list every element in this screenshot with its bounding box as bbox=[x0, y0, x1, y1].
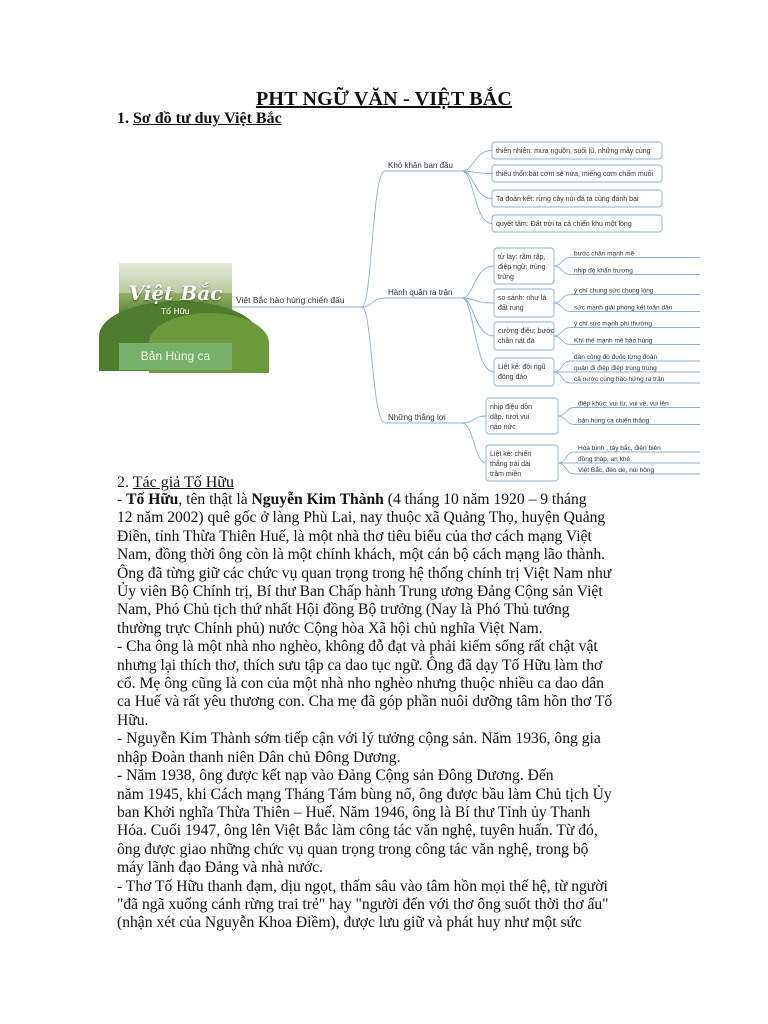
body-line bbox=[117, 914, 657, 932]
body-line bbox=[117, 509, 657, 527]
body-line bbox=[117, 804, 657, 822]
mindmap-connector bbox=[462, 151, 492, 172]
mindmap-node-box bbox=[494, 322, 554, 350]
mindmap-connector bbox=[554, 372, 570, 383]
mindmap-note: ý chí chung sức chung lòng bbox=[574, 287, 654, 295]
mindmap-root: Việt Bắc hào hùng chiến đấu bbox=[236, 295, 345, 305]
mindmap-connector bbox=[462, 171, 492, 224]
body-line bbox=[117, 841, 657, 859]
mindmap-note: Hòa bình , tây bắc, điện biên bbox=[578, 445, 661, 452]
mindmap-node-label: náo nức bbox=[490, 424, 516, 431]
mindmap-node-label: dập, tươi vui bbox=[490, 414, 530, 421]
mindmap-node-label: trùng bbox=[498, 274, 514, 281]
mindmap-branch-label: Khó khăn ban đầu bbox=[388, 161, 453, 170]
mindmap-connector bbox=[462, 171, 492, 199]
section-2-number: 2. bbox=[117, 474, 129, 491]
text-run: năm 1945, khi Cách mạng Tháng Tám bùng nổ, ông được bầu làm Chủ tịch Ủy bbox=[117, 785, 612, 803]
text-run: Ủy viên Bộ Chính trị, Bí thư Ban Chấp hành Trung ương Đảng Cộng sản Việt bbox=[117, 583, 603, 601]
mindmap-node-label: điệp ngữ: trùng bbox=[498, 264, 546, 271]
text-run: - Năm 1938, ông được kết nạp vào Đảng Cộng sản Đông Dương. Đến bbox=[117, 767, 554, 785]
body-line bbox=[117, 859, 657, 877]
mindmap-connector bbox=[554, 361, 570, 372]
mindmap-connector bbox=[462, 416, 486, 423]
mindmap-connector bbox=[558, 416, 574, 425]
text-run: máy lãnh đạo Đảng và nhà nước. bbox=[117, 859, 323, 877]
mindmap-note: ý chí sức mạnh phi thường bbox=[574, 320, 652, 328]
mindmap-note: Việt Bắc, đèo de, núi hồng bbox=[578, 467, 655, 474]
cover-subtitle: Tố Hữu bbox=[161, 307, 190, 316]
body-line bbox=[117, 693, 657, 711]
mindmap-node-label: thắng trải dài bbox=[490, 461, 531, 468]
section-2-label: Tác giả Tố Hữu bbox=[132, 474, 234, 491]
mindmap-node-label: chân nát đá bbox=[498, 338, 535, 345]
mindmap-connector bbox=[554, 336, 570, 345]
body-line bbox=[117, 491, 657, 509]
text-run: , tên thật là bbox=[178, 491, 252, 508]
mindmap-node-label: đông đảo bbox=[498, 374, 528, 381]
text-run: ca Huế và rất yêu thương con. Cha mẹ đã góp phần nuôi dưỡng tâm hồn thơ Tố bbox=[117, 693, 613, 711]
text-run: - Nguyễn Kim Thành sớm tiếp cận với lý tưởng cộng sản. Năm 1936, ông gia bbox=[117, 730, 601, 748]
body-line bbox=[117, 601, 657, 619]
body-line bbox=[117, 878, 657, 896]
section-1-label: Sơ đồ tư duy Việt Bắc bbox=[133, 110, 282, 127]
mindmap-node-label: từ láy: rầm rập, bbox=[498, 254, 546, 261]
cover-title: Việt Bắc bbox=[128, 281, 223, 305]
mind-map bbox=[0, 0, 768, 478]
mindmap-connector bbox=[362, 171, 385, 307]
mindmap-connector bbox=[554, 266, 570, 275]
body-line bbox=[117, 730, 657, 748]
text-run: Nam, đồng thời ông còn là một chính khách, một cán bộ cách mạng lão thành. bbox=[117, 546, 606, 564]
body-line bbox=[117, 822, 657, 840]
mindmap-note: nhịp độ khẩn trương bbox=[574, 267, 633, 275]
body-line bbox=[117, 528, 657, 546]
text-run: (4 tháng 10 năm 1920 – 9 tháng bbox=[383, 491, 587, 508]
text-run: Ông đã từng giữ các chức vụ quan trọng trong hệ thống chính trị Việt Nam như bbox=[117, 564, 612, 582]
mindmap-node-label: nhịp điệu dồn bbox=[490, 404, 533, 411]
mindmap-note: Khí thế mạnh mẽ hào hùng bbox=[574, 337, 653, 345]
mindmap-node-label: Liệt kê: chiến bbox=[490, 451, 532, 458]
mindmap-node-label: đất rung bbox=[498, 305, 524, 312]
body-line bbox=[117, 638, 657, 656]
body-line bbox=[117, 583, 657, 601]
bold-text: Tố Hữu bbox=[126, 491, 179, 508]
author-biography bbox=[117, 491, 657, 933]
mindmap-node-label: cường điệu: bước bbox=[498, 328, 555, 335]
text-run: ban Khởi nghĩa Thừa Thiên – Huế. Năm 1946, ông là Bí thư Tỉnh ủy Thanh bbox=[117, 803, 591, 821]
text-run: Điền, tỉnh Thừa Thiên Huế, là một nhà thơ tiêu biểu của thơ cách mạng Việt bbox=[117, 527, 592, 545]
text-run: - bbox=[117, 491, 127, 508]
page-title: PHT NGỮ VĂN - VIỆT BẮC bbox=[255, 88, 513, 110]
text-run: Hóa. Cuối 1947, ông lên Việt Bắc làm công tác văn nghệ, tuyên huấn. Từ đó, bbox=[117, 822, 598, 840]
mindmap-connector bbox=[558, 463, 574, 474]
mindmap-note: bước chân mạnh mẽ bbox=[574, 250, 635, 258]
section-2-heading bbox=[117, 474, 234, 492]
mindmap-connector bbox=[554, 328, 570, 337]
body-line bbox=[117, 657, 657, 675]
mindmap-connector bbox=[462, 423, 486, 463]
mindmap-connector bbox=[558, 452, 574, 463]
mindmap-node-label: Liệt kê: đội ngũ bbox=[498, 364, 546, 371]
mindmap-note: quân đi điệp điệp trùng trùng bbox=[574, 365, 657, 372]
mindmap-note: điệp khúc: vui từ, vui về, vui lên bbox=[578, 400, 669, 408]
mindmap-connector bbox=[554, 258, 570, 267]
bold-text: Nguyễn Kim Thành bbox=[251, 491, 384, 508]
text-run: 12 năm 2002) quê gốc ở làng Phù Lai, nay thuộc xã Quảng Thọ, huyện Quảng bbox=[117, 509, 606, 527]
mindmap-connector bbox=[462, 266, 494, 298]
body-line bbox=[117, 546, 657, 564]
mindmap-branch-label: Hành quân ra trận bbox=[388, 288, 453, 297]
mindmap-connector bbox=[554, 295, 570, 304]
text-run: - Cha ông là một nhà nho nghèo, không đỗ đạt và phải kiếm sống rất chật vật bbox=[117, 638, 598, 656]
mindmap-connector bbox=[362, 307, 385, 423]
mindmap-note: bản hùng ca chiến thắng bbox=[578, 417, 650, 425]
text-run: ông được giao những chức vụ quan trọng trong công tác văn nghệ, trong bộ bbox=[117, 840, 589, 858]
mindmap-note: đồng tháp, an khê bbox=[578, 456, 631, 463]
text-run: (nhận xét của Nguyễn Khoa Điềm), được lưu giữ và phát huy như một sức bbox=[117, 914, 582, 932]
body-line bbox=[117, 620, 657, 638]
cover-caption: Bản Hùng ca bbox=[119, 343, 232, 370]
section-1-number: 1. bbox=[117, 110, 129, 127]
mindmap-connector bbox=[558, 408, 574, 417]
body-line bbox=[117, 896, 657, 914]
cover-landscape bbox=[119, 263, 232, 343]
mindmap-node-label: quyết tâm: Đất trời ta cả chiến khu một lòng bbox=[496, 221, 632, 228]
mindmap-note: sức mạnh giải phóng kết toàn dân bbox=[574, 304, 673, 312]
body-line bbox=[117, 675, 657, 693]
mindmap-node-box bbox=[494, 358, 554, 386]
mindmap-note: cả nước cùng hào hứng ra trận bbox=[574, 376, 665, 383]
text-run: nhập Đoàn thanh niên Dân chủ Đông Dương. bbox=[117, 748, 401, 766]
text-run: thường trực Chính phủ) nước Cộng hòa Xã hội chủ nghĩa Việt Nam. bbox=[117, 619, 543, 637]
body-line bbox=[117, 786, 657, 804]
body-line bbox=[117, 767, 657, 785]
book-cover-image bbox=[119, 263, 232, 370]
mindmap-node-label: Ta đoàn kết: rừng cây núi đá ta cùng đánh bại bbox=[496, 196, 639, 203]
text-run: Nam, Phó Chủ tịch thứ nhất Hội đồng Bộ trưởng (Nay là Phó Thủ tướng bbox=[117, 601, 570, 619]
text-run: "đã ngã xuống cánh rừng trai trẻ" hay "người đến với thơ ông suốt thời thơ ấu" bbox=[117, 895, 609, 913]
body-line bbox=[117, 565, 657, 583]
text-run: nhưng lại thích thơ, thích sưu tập ca dao tục ngữ. Ông đã dạy Tố Hữu làm thơ bbox=[117, 656, 603, 674]
mindmap-node-label: thiếu thốn:bát cơm sẻ nửa, miếng cơm chấm muối bbox=[496, 171, 654, 178]
body-line bbox=[117, 712, 657, 730]
mindmap-node-label: so sánh: như là bbox=[498, 295, 547, 302]
mindmap-connector bbox=[554, 303, 570, 312]
mindmap-note: dân công đỏ đuốc từng đoàn bbox=[574, 354, 658, 361]
mindmap-node-box bbox=[494, 289, 554, 317]
text-run: Hữu. bbox=[117, 711, 149, 729]
text-run: - Thơ Tố Hữu thanh đạm, dịu ngọt, thấm sâu vào tâm hồn mọi thế hệ, từ người bbox=[117, 877, 608, 895]
mindmap-node-label: trăm miền bbox=[490, 471, 522, 478]
mindmap-node-label: thiên nhiên: mưa nguồn, suối lũ, những mây cùng bbox=[496, 148, 651, 155]
body-line bbox=[117, 749, 657, 767]
mindmap-branch-label: Những thắng lợi bbox=[388, 413, 446, 422]
text-run: cổ. Mẹ ông cũng là con của một nhà nho nghèo nhưng thuộc nhiều ca dao dân bbox=[117, 675, 604, 693]
